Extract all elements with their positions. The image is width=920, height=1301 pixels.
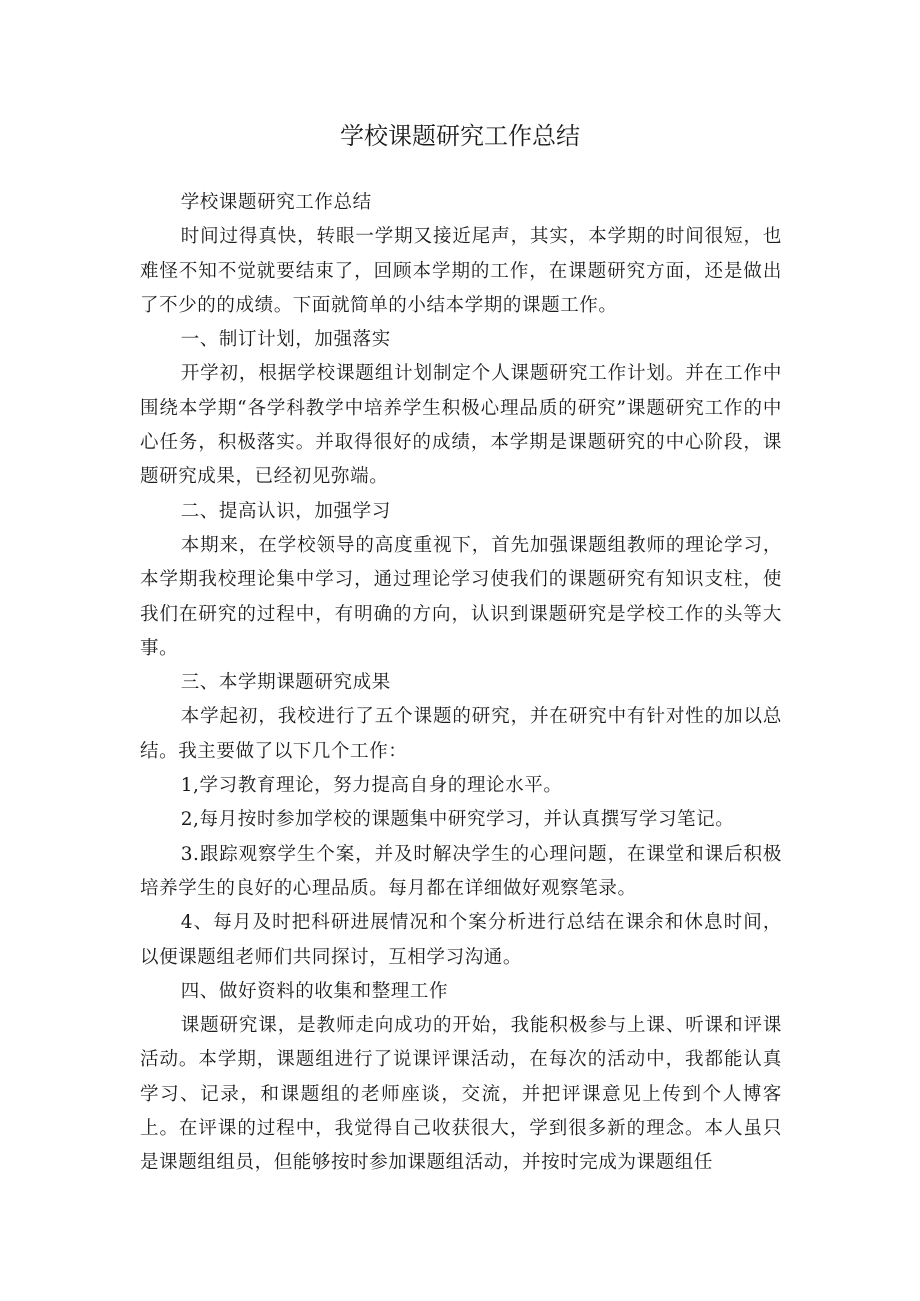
document-title: 学校课题研究工作总结 bbox=[340, 122, 580, 150]
list-item-4: 4、每月及时把科研进展情况和个案分析进行总结在课余和休息时间，以便课题组老师们共同探讨，互相学习沟通。 bbox=[140, 912, 782, 968]
paragraph-results: 本学起初，我校进行了五个课题的研究，并在研究中有针对性的加以总结。我主要做了以下几个工作： bbox=[140, 706, 782, 762]
list-item-2: 2,每月按时参加学校的课题集中研究学习，并认真撰写学习笔记。 bbox=[180, 809, 735, 831]
list-item-1: 1,学习教育理论，努力提高自身的理论水平。 bbox=[180, 775, 563, 797]
paragraph-intro: 时间过得真快，转眼一学期又接近尾声，其实，本学期的时间很短，也难怪不知不觉就要结束了，回顾本学期的工作，在课题研究方面，还是做出了不少的的成绩。下面就简单的小结本学期的课题工作。 bbox=[140, 226, 782, 316]
document-body bbox=[140, 186, 782, 1181]
paragraph-study: 本期来，在学校领导的高度重视下，首先加强课题组教师的理论学习，本学期我校理论集中学习，通过理论学习使我们的课题研究有知识支柱，使我们在研究的过程中，有明确的方向，认识到课题研究是学校工作的头等大事。 bbox=[140, 534, 782, 659]
section-heading-2: 二、提高认识，加强学习 bbox=[180, 500, 391, 522]
section-heading-1: 一、制订计划，加强落实 bbox=[180, 329, 391, 351]
section-heading-4: 四、做好资料的收集和整理工作 bbox=[180, 980, 449, 1002]
paragraph-materials: 课题研究课，是教师走向成功的开始，我能积极参与上课、听课和评课活动。本学期，课题组进行了说课评课活动，在每次的活动中，我都能认真学习、记录，和课题组的老师座谈，交流，并把评课意见上传到个人博客上。在评课的过程中，我觉得自己收获很大，学到很多新的理念。本人虽只是课题组组员，但能够按时参加课题组活动，并按时完成为课题组任 bbox=[140, 1015, 782, 1174]
paragraph-subtitle: 学校课题研究工作总结 bbox=[180, 192, 372, 213]
section-heading-3: 三、本学期课题研究成果 bbox=[180, 672, 391, 694]
paragraph-plan: 开学初，根据学校课题组计划制定个人课题研究工作计划。并在工作中围绕本学期“各学科教学中培养学生积极心理品质的研究”课题研究工作的中心任务，积极落实。并取得很好的成绩，本学期是课题研究的中心阶段，课题研究成果，已经初见弥端。 bbox=[140, 363, 782, 488]
list-item-3: 3.跟踪观察学生个案，并及时解决学生的心理问题，在课堂和课后积极培养学生的良好的心理品质。每月都在详细做好观察笔录。 bbox=[140, 843, 782, 899]
